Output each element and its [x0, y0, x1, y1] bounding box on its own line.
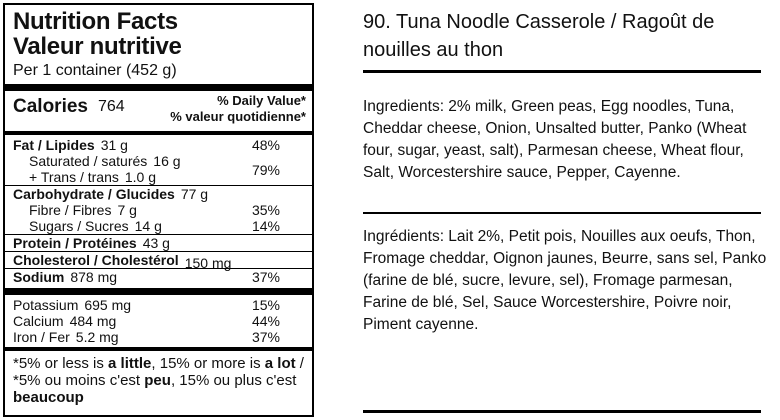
nutrient-dv: 44% [251, 313, 281, 329]
footnote-text: , 15% ou plus c'est [170, 372, 297, 389]
nutrient-dv: 79% [251, 162, 281, 178]
daily-value-header-fr: % valeur quotidienne* [170, 109, 306, 124]
footnote-emphasis: a little [108, 355, 152, 372]
nutrient-row-sodium [13, 269, 306, 285]
nutrient-name: Sugars / Sucres [29, 218, 129, 234]
calories-row [13, 93, 306, 129]
nutrient-row-fibre [13, 202, 306, 218]
ingredients-french: Ingrédients: Lait 2%, Petit pois, Nouilles aux oeufs, Thon, Fromage cheddar, Oignon jaunes, Beurre, sans sel, Panko (farine de blé, sucre, levure, sel), Fromage parmesan, Farine de blé, Sel, Sauce Worcestershire, Poivre noir, Piment cayenne. [363, 228, 767, 333]
nutrient-dv: 48% [251, 137, 281, 153]
nutrition-facts-panel [3, 3, 314, 417]
nutrition-title-fr: Valeur nutritive [13, 33, 182, 60]
nutrient-amount: 1.0 g [124, 169, 157, 185]
nutrient-amount: 878 mg [70, 269, 118, 285]
footnote-text: / *5% ou moins c'est [13, 355, 304, 389]
footnote-text: *5% or less is [13, 355, 109, 372]
calories-value: 764 [97, 98, 125, 115]
recipe-title: 90. Tuna Noodle Casserole / Ragoût de nouilles au thon [363, 11, 715, 61]
nutrient-row-protein [13, 235, 306, 251]
daily-value-header [170, 93, 306, 125]
nutrient-amount: 5.2 mg [75, 329, 119, 345]
ingredients-divider [363, 212, 761, 214]
footnote-emphasis: a lot [264, 355, 296, 372]
nutrient-amount: 7 g [117, 202, 137, 218]
nutrient-dv: 37% [251, 329, 281, 345]
nutrient-amount: 31 g [100, 137, 128, 153]
nutrient-name: Fibre / Fibres [29, 202, 112, 218]
nutrient-dv: 35% [251, 202, 281, 218]
divider-thick [5, 84, 312, 91]
nutrient-amount: 16 g [153, 153, 181, 169]
nutrient-name: Calcium [13, 313, 64, 329]
calories-label: Calories [13, 96, 88, 117]
nutrient-name: Potassium [13, 297, 79, 313]
bottom-divider [363, 410, 761, 413]
nutrient-amount: 77 g [180, 186, 209, 202]
nutrient-dv: 14% [251, 218, 281, 234]
title-divider [363, 70, 761, 73]
nutrient-row-trans [13, 169, 306, 185]
footnote-text: , 15% or more is [151, 355, 265, 372]
nutrient-row-fat [13, 137, 306, 153]
divider-thick [5, 288, 312, 295]
nutrient-amount: 43 g [142, 235, 170, 251]
nutrient-row-potassium [13, 297, 306, 313]
nutrient-dv: 15% [251, 297, 281, 313]
nutrient-row-sugars [13, 218, 306, 234]
nutrient-amount: 695 mg [84, 297, 132, 313]
nutrient-row-cholesterol [13, 252, 306, 271]
nutrient-amount: 14 g [134, 218, 162, 234]
footnote-emphasis: peu [144, 372, 171, 389]
nutrient-name: Cholesterol / Cholestérol [13, 252, 179, 268]
daily-value-header-en: % Daily Value* [217, 93, 306, 108]
footnote-emphasis: beaucoup [13, 389, 84, 406]
nutrient-name: Iron / Fer [13, 329, 70, 345]
ingredients-english: Ingredients: 2% milk, Green peas, Egg noodles, Tuna, Cheddar cheese, Onion, Unsalted butter, Panko (Wheat four, sugar, yeast, salt), Parmesan cheese, Wheat flour, Salt, Worcestershire sauce, Pepper, Cayenne. [363, 98, 747, 181]
nutrient-amount: 484 mg [69, 313, 117, 329]
daily-value-footnote [13, 355, 306, 406]
nutrient-name: Fat / Lipides [13, 137, 95, 153]
nutrient-row-carbohydrate [13, 186, 306, 202]
nutrient-name: Saturated / saturés [29, 153, 148, 169]
nutrient-amount: 150 mg [184, 255, 232, 271]
nutrient-name: + Trans / trans [29, 169, 119, 185]
divider-medium [5, 347, 312, 351]
nutrient-name: Sodium [13, 269, 65, 285]
nutrition-title-en: Nutrition Facts [13, 8, 178, 35]
nutrient-row-iron [13, 329, 306, 345]
serving-size: Per 1 container (452 g) [13, 62, 177, 79]
nutrient-name: Carbohydrate / Glucides [13, 186, 175, 202]
nutrient-name: Protein / Protéines [13, 235, 137, 251]
nutrient-row-calcium [13, 313, 306, 329]
nutrient-dv: 37% [251, 269, 281, 285]
divider-medium [5, 131, 312, 135]
